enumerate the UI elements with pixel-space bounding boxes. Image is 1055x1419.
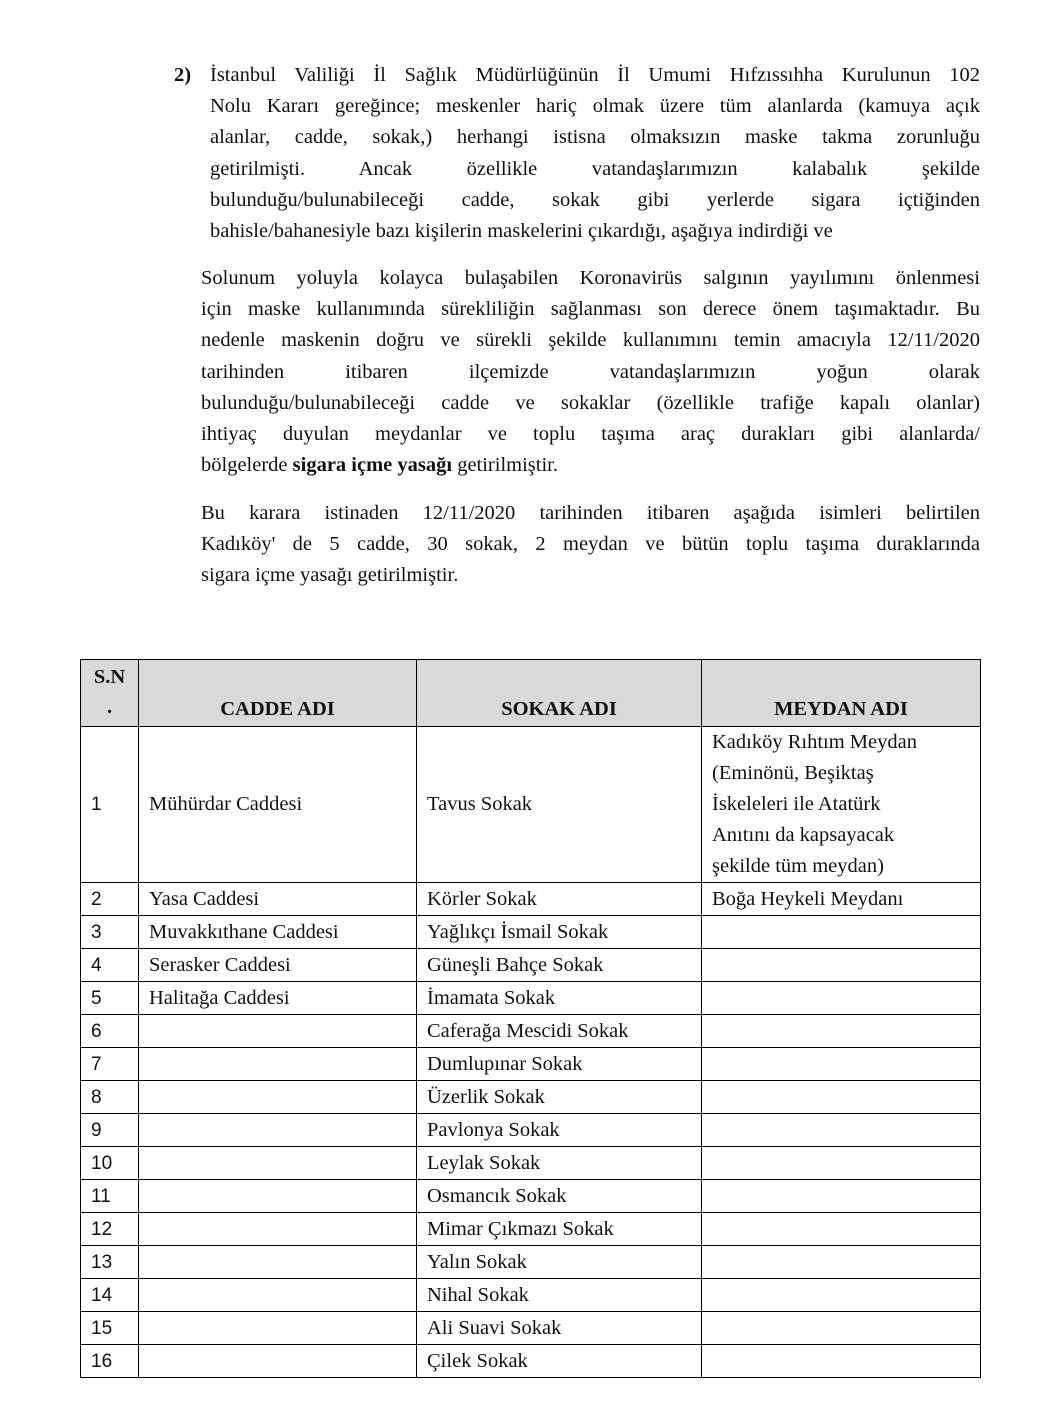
paragraph-line <box>201 450 980 481</box>
table-row <box>81 1147 981 1180</box>
table-row <box>81 1312 981 1345</box>
item-line: bulunduğu/bulunabileceği cadde, sokak gibi yerlerde sigara içtiğinden <box>210 188 980 211</box>
table-row <box>81 883 981 916</box>
cadde-cell <box>139 1345 417 1378</box>
table-row <box>81 1048 981 1081</box>
cadde-cell: Mühürdar Caddesi <box>139 727 417 883</box>
meydan-line: Kadıköy Rıhtım Meydan <box>712 731 917 753</box>
header-sokak: SOKAK ADI <box>417 660 702 727</box>
row-number: 6 <box>81 1015 139 1048</box>
sokak-cell: Ali Suavi Sokak <box>417 1312 702 1345</box>
meydan-line: Anıtını da kapsayacak <box>712 824 895 846</box>
row-number: 12 <box>81 1213 139 1246</box>
cadde-cell: Muvakkıthane Caddesi <box>139 916 417 949</box>
sokak-cell: Dumlupınar Sokak <box>417 1048 702 1081</box>
row-number: 9 <box>81 1114 139 1147</box>
sokak-cell: Leylak Sokak <box>417 1147 702 1180</box>
table-row <box>81 1114 981 1147</box>
sokak-cell: Güneşli Bahçe Sokak <box>417 949 702 982</box>
cadde-cell: Serasker Caddesi <box>139 949 417 982</box>
row-number: 15 <box>81 1312 139 1345</box>
row-number: 5 <box>81 982 139 1015</box>
sokak-cell: Yalın Sokak <box>417 1246 702 1279</box>
sokak-cell: Çilek Sokak <box>417 1345 702 1378</box>
paragraph-line: sigara içme yasağı getirilmiştir. <box>201 564 459 587</box>
row-number: 13 <box>81 1246 139 1279</box>
meydan-cell <box>702 1279 981 1312</box>
item-line: Nolu Kararı gereğince; meskenler hariç olmak üzere tüm alanlarda (kamuya açık <box>210 95 980 118</box>
row-number: 2 <box>81 883 139 916</box>
row-number: 10 <box>81 1147 139 1180</box>
meydan-cell <box>702 1015 981 1048</box>
header-cadde: CADDE ADI <box>139 660 417 727</box>
sokak-cell: Nihal Sokak <box>417 1279 702 1312</box>
paragraph-line: Solunum yoluyla kolayca bulaşabilen Koronavirüs salgının yayılımını önlenmesi <box>201 267 980 289</box>
item-line: İstanbul Valiliği İl Sağlık Müdürlüğünün İl Umumi Hıfzıssıhha Kurulunun 102 <box>210 64 980 86</box>
sokak-cell: Caferağa Mescidi Sokak <box>417 1015 702 1048</box>
item-line: getirilmişti. Ancak özellikle vatandaşlarımızın kalabalık şekilde <box>210 157 980 180</box>
row-number: 7 <box>81 1048 139 1081</box>
item-number: 2) <box>174 64 192 86</box>
row-number: 8 <box>81 1081 139 1114</box>
sokak-cell: Osmancık Sokak <box>417 1180 702 1213</box>
table-body <box>81 727 981 1378</box>
row-number: 16 <box>81 1345 139 1378</box>
cadde-cell <box>139 1015 417 1048</box>
paragraph-line: bulunduğu/bulunabileceği cadde ve sokaklar (özellikle trafiğe kapalı olanlar) <box>201 391 980 414</box>
sokak-cell: Körler Sokak <box>417 883 702 916</box>
meydan-cell <box>702 982 981 1015</box>
street-table <box>80 659 981 1378</box>
table-row <box>81 1279 981 1312</box>
row-number: 3 <box>81 916 139 949</box>
sokak-cell: Üzerlik Sokak <box>417 1081 702 1114</box>
meydan-cell <box>702 1180 981 1213</box>
meydan-cell: Boğa Heykeli Meydanı <box>702 883 981 916</box>
table-row <box>81 1246 981 1279</box>
item-line: bahisle/bahanesiyle bazı kişilerin maskelerini çıkardığı, aşağıya indirdiği ve <box>210 220 833 243</box>
row-number: 1 <box>81 727 139 883</box>
numbered-item-2 <box>174 60 980 247</box>
cadde-cell: Yasa Caddesi <box>139 883 417 916</box>
paragraph-line: tarihinden itibaren ilçemizde vatandaşlarımızın yoğun olarak <box>201 360 980 383</box>
cadde-cell <box>139 1312 417 1345</box>
header-meydan: MEYDAN ADI <box>702 660 981 727</box>
meydan-cell <box>702 1246 981 1279</box>
row-number: 11 <box>81 1180 139 1213</box>
table-row <box>81 1345 981 1378</box>
paragraph-line: için maske kullanımında sürekliliğin sağlanması son derece önem taşımaktadır. Bu <box>201 298 980 321</box>
paragraph-ban-scope <box>201 498 980 592</box>
table-row <box>81 916 981 949</box>
cadde-cell <box>139 1147 417 1180</box>
paragraph-line: ihtiyaç duyulan meydanlar ve toplu taşıma araç durakları gibi alanlarda/ <box>201 423 980 446</box>
table-row <box>81 1180 981 1213</box>
cadde-cell: Halitağa Caddesi <box>139 982 417 1015</box>
cadde-cell <box>139 1048 417 1081</box>
table-row <box>81 1081 981 1114</box>
cadde-cell <box>139 1246 417 1279</box>
paragraph-line: nedenle maskenin doğru ve sürekli şekilde kullanımını temin amacıyla 12/11/2020 <box>201 329 980 352</box>
meydan-cell <box>702 1147 981 1180</box>
meydan-cell <box>702 1312 981 1345</box>
header-sn: S.N . <box>81 660 139 727</box>
cadde-cell <box>139 1213 417 1246</box>
meydan-cell <box>702 1345 981 1378</box>
item-text <box>210 60 980 247</box>
table-row <box>81 1015 981 1048</box>
paragraph-line: Kadıköy' de 5 cadde, 30 sokak, 2 meydan ve bütün toplu taşıma duraklarında <box>201 533 980 556</box>
sokak-cell: Tavus Sokak <box>417 727 702 883</box>
table-row <box>81 1213 981 1246</box>
sokak-cell: Yağlıkçı İsmail Sokak <box>417 916 702 949</box>
row-number: 14 <box>81 1279 139 1312</box>
paragraph-mask-rule <box>201 263 980 481</box>
table-row <box>81 982 981 1015</box>
paragraph-text: getirilmiştir. <box>452 454 558 477</box>
meydan-line: İskeleleri ile Atatürk <box>712 793 881 815</box>
meydan-cell <box>702 1213 981 1246</box>
cadde-cell <box>139 1114 417 1147</box>
meydan-line: şekilde tüm meydan) <box>712 855 884 877</box>
meydan-cell <box>702 916 981 949</box>
table-row <box>81 727 981 883</box>
item-line: alanlar, cadde, sokak,) herhangi istisna olmaksızın maske takma zorunluğu <box>210 126 980 149</box>
meydan-cell <box>702 1114 981 1147</box>
cadde-cell <box>139 1279 417 1312</box>
bold-emphasis: sigara içme yasağı <box>292 454 453 477</box>
meydan-cell <box>702 949 981 982</box>
sokak-cell: İmamata Sokak <box>417 982 702 1015</box>
paragraph-line: Bu karara istinaden 12/11/2020 tarihinden itibaren aşağıda isimleri belirtilen <box>201 502 980 524</box>
paragraph-text: bölgelerde <box>201 454 293 477</box>
sokak-cell: Mimar Çıkmazı Sokak <box>417 1213 702 1246</box>
cadde-cell <box>139 1180 417 1213</box>
row-number: 4 <box>81 949 139 982</box>
cadde-cell <box>139 1081 417 1114</box>
table-row <box>81 949 981 982</box>
meydan-cell <box>702 1081 981 1114</box>
meydan-cell <box>702 727 981 883</box>
table-header-row <box>81 660 981 727</box>
sokak-cell: Pavlonya Sokak <box>417 1114 702 1147</box>
meydan-line: (Eminönü, Beşiktaş <box>712 762 874 784</box>
meydan-cell <box>702 1048 981 1081</box>
